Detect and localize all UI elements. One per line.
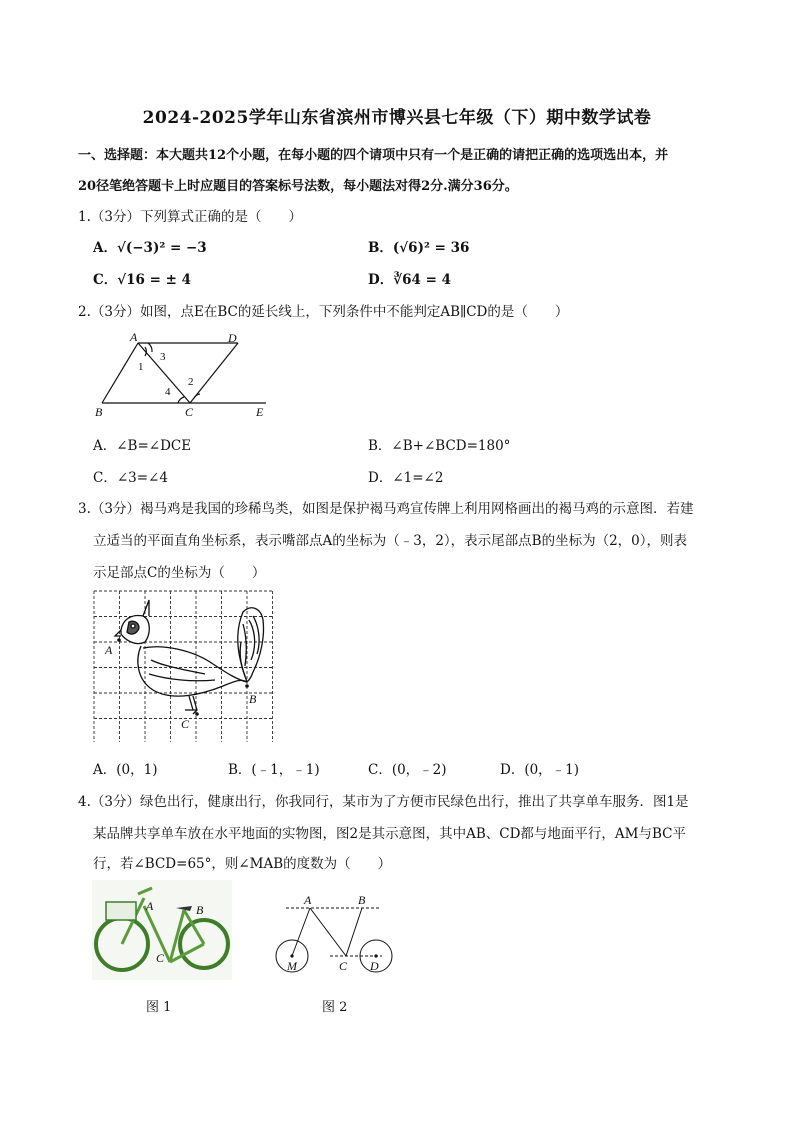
point-a-marker (117, 638, 121, 642)
question-4-line1: 4.（3分）绿色出行，健康出行，你我同行，某市为了方便市民绿色出行，推出了共享单车服务．图1是 (78, 794, 689, 810)
point-c-marker (195, 712, 199, 716)
grid-label-b: B (249, 692, 257, 706)
question-3-line3: 示足部点C的坐标为（ ） (93, 565, 266, 581)
question-2-option-d: D．∠1=∠2 (368, 470, 444, 486)
question-3-line1: 3.（3分）褐马鸡是我国的珍稀鸟类，如图是保护褐马鸡宣传牌上利用网格画出的褐马鸡的示意图．若建 (78, 501, 694, 517)
question-3-option-b: B．(﹣1，﹣1) (228, 762, 320, 778)
question-3-line2: 立适当的平面直角坐标系，表示嘴部点A的坐标为（﹣3，2），表示尾部点B的坐标为（2，0），则表 (93, 533, 688, 549)
question-2-option-b: B．∠B+∠BCD=180° (368, 438, 511, 454)
figure-2-caption: 图 2 (322, 1000, 348, 1015)
question-4-line2: 某品牌共享单车放在水平地面的实物图，图2是其示意图，其中AB、CD都与地面平行，AM与BC平 (93, 826, 686, 842)
angle-label-1: 1 (138, 361, 144, 373)
question-2-figure (88, 328, 278, 420)
grid-label-c: C (181, 717, 190, 731)
fig2-label-d: D (370, 959, 379, 973)
label-b: B (95, 405, 103, 419)
label-e: E (256, 405, 264, 419)
question-1-option-d: D．∛64 = 4 (368, 272, 451, 288)
fig2-label-a: A (304, 893, 312, 907)
label-a: A (130, 330, 138, 344)
label-c: C (185, 405, 194, 419)
label-d: D (228, 331, 237, 345)
question-4-bicycle-photo (92, 880, 232, 980)
fig2-label-c: C (339, 959, 348, 973)
angle-arc-3 (148, 343, 152, 352)
question-3-option-d: D．(0，﹣1) (500, 762, 580, 778)
point-b-marker (245, 684, 249, 688)
angle-label-4: 4 (165, 386, 171, 398)
fig1-label-b: B (196, 903, 204, 917)
angle-arc-2 (194, 394, 200, 398)
question-1-option-b: B．(√6)² = 36 (368, 240, 470, 256)
grid-label-a: A (105, 643, 113, 657)
fig1-label-c: C (156, 951, 165, 965)
line-dc (190, 343, 238, 403)
fig2-label-m: M (287, 959, 297, 973)
page-title: 2024-2025学年山东省滨州市博兴县七年级（下）期中数学试卷 (142, 108, 652, 128)
angle-arc-4 (178, 397, 184, 403)
angle-label-2: 2 (188, 376, 194, 388)
question-3-grid-figure (93, 590, 273, 742)
bird-drawing (115, 600, 264, 714)
fig2-label-b: B (358, 893, 366, 907)
question-3-option-a: A．(0，1) (93, 762, 158, 778)
question-4-schematic (270, 888, 400, 980)
line-ab (102, 343, 138, 403)
section-instructions-line1: 一、选择题：本大题共12个小题，在每小题的四个请项中只有一个是正确的请把正确的选项选出本，并 (78, 148, 669, 163)
question-2-stem: 2.（3分）如图，点E在BC的延长线上，下列条件中不能判定AB∥CD的是（ ） (78, 304, 569, 320)
segment-bc (346, 908, 362, 956)
question-4-line3: 行，若∠BCD=65°，则∠MAB的度数为（ ） (93, 856, 392, 872)
segment-am (292, 908, 310, 956)
question-2-option-a: A．∠B=∠DCE (93, 438, 192, 454)
angle-label-3: 3 (160, 351, 166, 363)
question-1-stem: 1.（3分）下列算式正确的是（ ） (78, 209, 302, 225)
fig1-label-a: A (146, 899, 154, 913)
question-2-option-c: C．∠3=∠4 (93, 470, 168, 486)
question-3-option-c: C．(0，﹣2) (368, 762, 447, 778)
segment-ac (310, 908, 346, 956)
question-1-option-a: A．√(−3)² = −3 (93, 240, 207, 256)
section-instructions-line2: 20径笔绝答题卡上时应题目的答案标号法数，每小题法对得2分.满分36分。 (78, 179, 518, 194)
question-1-option-c: C．√16 = ± 4 (93, 272, 192, 288)
figure-1-caption: 图 1 (146, 1000, 172, 1015)
